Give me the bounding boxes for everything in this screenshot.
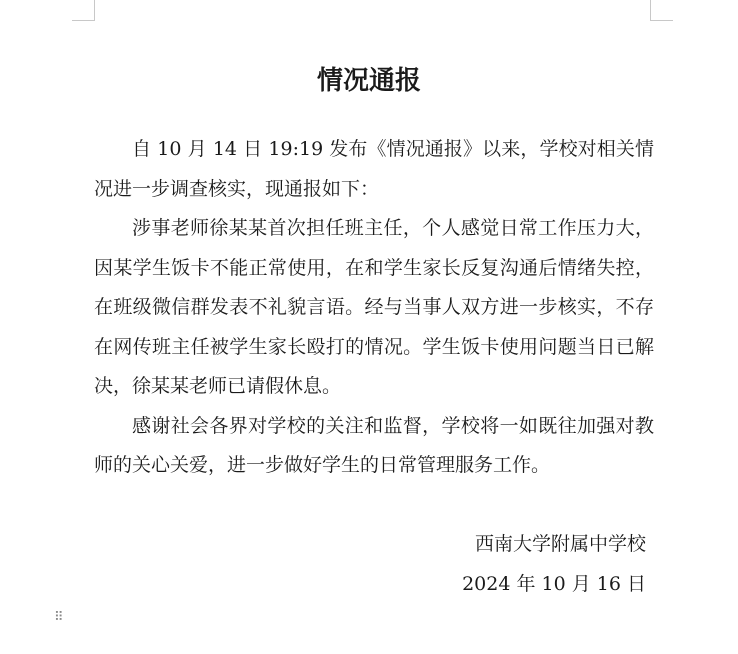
signature-date: 2024 年 10 月 16 日 bbox=[462, 573, 646, 595]
paragraph-intro: 自 10 月 14 日 19:19 发布《情况通报》以来，学校对相关情况进一步调查核实，现通报如下： bbox=[94, 138, 654, 200]
signature-organization: 西南大学附属中学校 bbox=[474, 533, 646, 555]
drag-handle-icon[interactable]: ⠿ bbox=[54, 610, 63, 625]
page-corner-mark-top-left bbox=[72, 0, 95, 21]
document-body bbox=[94, 130, 654, 486]
paragraph-findings: 涉事老师徐某某首次担任班主任，个人感觉日常工作压力大，因某学生饭卡不能正常使用，在和学生家长反复沟通后情绪失控，在班级微信群发表不礼貌言语。经与当事人双方进一步核实，不存在网传班主任被学生家长殴打的情况。学生饭卡使用问题当日已解决，徐某某老师已请假休息。 bbox=[94, 217, 654, 397]
paragraph-thanks: 感谢社会各界对学校的关注和监督，学校将一如既往加强对教师的关心关爱，进一步做好学生的日常管理服务工作。 bbox=[94, 414, 654, 476]
document-title: 情况通报 bbox=[316, 66, 421, 96]
page-corner-mark-top-right bbox=[650, 0, 673, 21]
